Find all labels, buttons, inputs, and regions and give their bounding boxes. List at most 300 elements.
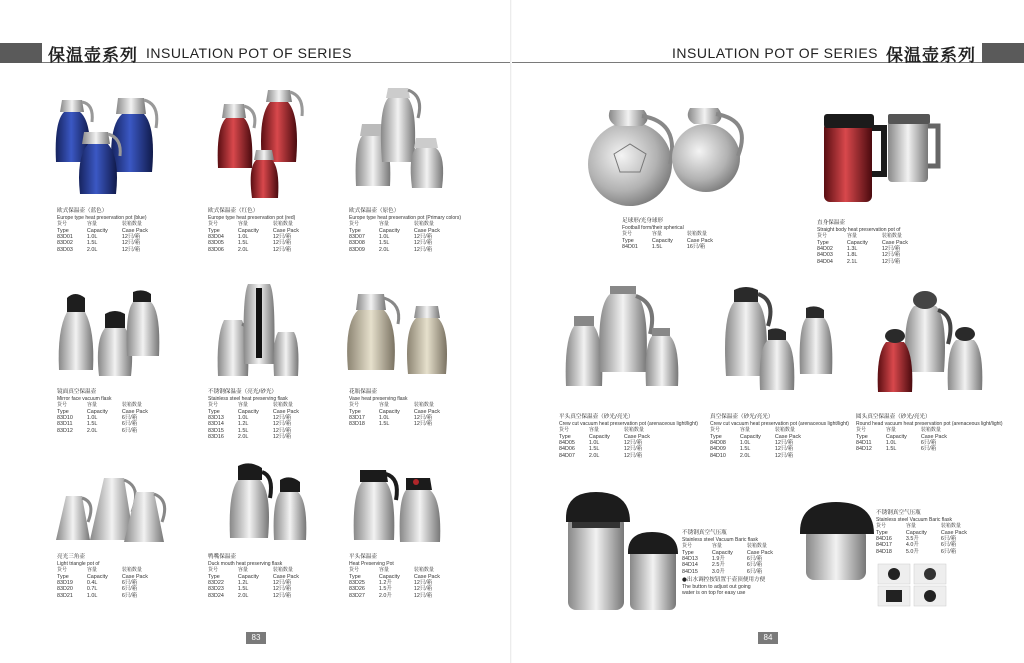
table-row bbox=[349, 247, 454, 253]
col-head-cn: 货号 bbox=[710, 427, 721, 434]
capacity: 5.0升 bbox=[905, 548, 919, 555]
capacity: 1.5L bbox=[739, 446, 751, 453]
catalog-page-right bbox=[512, 0, 1024, 663]
product-name-en: Round head vacuum heat preservation pot (arenaceous light/light) bbox=[856, 420, 1003, 427]
football-pot-photo bbox=[586, 98, 758, 210]
capacity: 2.0L bbox=[739, 452, 751, 459]
col-head-cn: 货号 bbox=[349, 221, 360, 228]
usage-note-cn: ●出水调控按钮置于壶顶便用方便 bbox=[682, 577, 766, 584]
case-pack: 6只/箱 bbox=[746, 562, 763, 569]
col-head-en: Case Pack bbox=[623, 433, 650, 440]
col-head-en: Type bbox=[856, 433, 868, 440]
table-row bbox=[682, 569, 787, 575]
col-head-en: Case Pack bbox=[121, 408, 148, 415]
case-pack: 6只/箱 bbox=[920, 446, 937, 453]
capacity: 3.0升 bbox=[711, 568, 725, 575]
capacity: 1.0L bbox=[378, 415, 390, 421]
col-head-en: Type bbox=[349, 573, 361, 580]
col-head-cn: 容量 bbox=[885, 427, 896, 434]
capacity: 1.5L bbox=[588, 446, 600, 453]
col-head-en: Type bbox=[817, 239, 829, 246]
item-code: 83D11 bbox=[57, 421, 73, 428]
col-head-cn: 容量 bbox=[651, 231, 662, 238]
capacity: 1.0L bbox=[86, 592, 98, 599]
item-code: 84D03 bbox=[817, 252, 833, 259]
case-pack: 12只/箱 bbox=[881, 252, 901, 259]
case-pack: 12只/箱 bbox=[121, 240, 141, 247]
col-head-cn: 容量 bbox=[237, 221, 248, 228]
item-code: 84D09 bbox=[710, 446, 726, 453]
case-pack: 16只/箱 bbox=[686, 244, 706, 250]
header-bar bbox=[0, 43, 42, 63]
product-name-en: Mirror face vacuum flask bbox=[57, 395, 112, 402]
capacity: 1.5L bbox=[237, 586, 249, 593]
triangle-pot-photo bbox=[52, 466, 172, 546]
product-name-cn: 直身保温壶 bbox=[817, 220, 845, 226]
item-code: 84D15 bbox=[682, 568, 698, 575]
col-head-cn: 装箱数量 bbox=[121, 567, 142, 574]
spec-table bbox=[208, 402, 313, 440]
col-head-en: Capacity bbox=[905, 529, 927, 536]
col-head-cn: 装箱数量 bbox=[686, 231, 707, 238]
capacity: 1.8L bbox=[846, 252, 858, 259]
item-code: 84D18 bbox=[876, 548, 892, 555]
col-head-en: Capacity bbox=[885, 433, 907, 440]
item-code: 83D09 bbox=[349, 246, 365, 253]
col-head-en: Type bbox=[710, 433, 722, 440]
case-pack: 12只/箱 bbox=[272, 586, 292, 593]
col-head-cn: 容量 bbox=[86, 567, 97, 574]
usage-note bbox=[682, 577, 787, 596]
case-pack: 12只/箱 bbox=[774, 446, 794, 453]
case-pack: 12只/箱 bbox=[413, 240, 433, 247]
product-name-en: Stainless steel heat preserving flask bbox=[208, 395, 288, 402]
page-title bbox=[48, 43, 352, 66]
case-pack: 12只/箱 bbox=[881, 258, 901, 265]
product-name-en: Vase heat preserving flask bbox=[349, 395, 408, 402]
case-pack: 12只/箱 bbox=[413, 586, 433, 593]
title-english: INSULATION POT OF SERIES bbox=[146, 45, 352, 61]
col-head-cn: 货号 bbox=[817, 233, 828, 240]
item-code: 83D23 bbox=[208, 586, 224, 593]
round-head-pot-photo bbox=[876, 288, 988, 392]
case-pack: 6只/箱 bbox=[920, 440, 937, 446]
col-head-en: Type bbox=[349, 227, 361, 234]
col-head-en: Type bbox=[682, 549, 694, 556]
col-head-cn: 货号 bbox=[57, 221, 68, 228]
capacity: 1.0L bbox=[378, 234, 390, 240]
product-name-en: Duck mouth heat preserving flask bbox=[208, 560, 283, 567]
product-name-cn: 欧式保温壶（原色） bbox=[349, 208, 400, 214]
col-head-en: Type bbox=[622, 237, 634, 244]
case-pack: 12只/箱 bbox=[413, 421, 433, 428]
item-code: 84D01 bbox=[622, 244, 638, 250]
case-pack: 12只/箱 bbox=[121, 234, 141, 240]
col-head-cn: 货号 bbox=[57, 402, 68, 409]
table-row bbox=[57, 428, 162, 434]
item-code: 83D22 bbox=[208, 580, 224, 586]
item-code: 83D21 bbox=[57, 592, 73, 599]
case-pack: 12只/箱 bbox=[272, 415, 292, 421]
col-head-en: Capacity bbox=[237, 227, 259, 234]
col-head-cn: 容量 bbox=[378, 402, 389, 409]
col-head-cn: 装箱数量 bbox=[121, 221, 142, 228]
col-head-cn: 容量 bbox=[237, 567, 248, 574]
case-pack: 6只/箱 bbox=[940, 542, 957, 549]
col-head-en: Capacity bbox=[378, 408, 400, 415]
case-pack: 12只/箱 bbox=[272, 234, 292, 240]
col-head-cn: 装箱数量 bbox=[881, 233, 902, 240]
col-head-en: Type bbox=[57, 408, 69, 415]
col-head-en: Type bbox=[349, 408, 361, 415]
crew-cut-pot-photo bbox=[562, 286, 688, 390]
item-code: 83D12 bbox=[57, 427, 73, 434]
spec-table bbox=[559, 427, 664, 459]
item-code: 83D04 bbox=[208, 234, 224, 240]
capacity: 1.0L bbox=[86, 415, 98, 421]
capacity: 1.5L bbox=[885, 446, 897, 453]
capacity: 1.0L bbox=[885, 440, 897, 446]
col-head-cn: 装箱数量 bbox=[272, 221, 293, 228]
case-pack: 6只/箱 bbox=[746, 568, 763, 575]
product-name-en: Europe type heat preservation pot (blue) bbox=[57, 214, 147, 221]
table-row bbox=[208, 247, 313, 253]
col-head-en: Case Pack bbox=[774, 433, 801, 440]
case-pack: 12只/箱 bbox=[623, 452, 643, 459]
col-head-en: Type bbox=[57, 573, 69, 580]
product-name-en: Europe type heat preservation pot (red) bbox=[208, 214, 296, 221]
case-pack: 12只/箱 bbox=[272, 240, 292, 247]
col-head-en: Case Pack bbox=[686, 237, 713, 244]
title-chinese: 保温壶系列 bbox=[886, 45, 976, 66]
col-head-en: Type bbox=[559, 433, 571, 440]
col-head-en: Capacity bbox=[86, 408, 108, 415]
col-head-cn: 装箱数量 bbox=[272, 402, 293, 409]
product-name-en: Football form/their spherical bbox=[622, 224, 684, 231]
capacity: 3.5升 bbox=[905, 536, 919, 542]
item-code: 84D12 bbox=[856, 446, 872, 453]
capacity: 2.0L bbox=[86, 246, 98, 253]
capacity: 1.0L bbox=[588, 440, 600, 446]
case-pack: 12只/箱 bbox=[272, 427, 292, 434]
capacity: 1.5L bbox=[378, 240, 390, 247]
case-pack: 12只/箱 bbox=[272, 246, 292, 253]
spec-table bbox=[622, 231, 727, 250]
product-name-cn: 花瓶保温壶 bbox=[349, 389, 377, 395]
col-head-en: Capacity bbox=[588, 433, 610, 440]
red-pot-photo bbox=[214, 88, 304, 200]
page-number: 83 bbox=[246, 632, 266, 644]
item-code: 84D14 bbox=[682, 562, 698, 569]
item-code: 83D18 bbox=[349, 421, 365, 428]
col-head-cn: 容量 bbox=[739, 427, 750, 434]
item-code: 83D13 bbox=[208, 415, 224, 421]
product-name-en: Crew cut vacuum heat preservation pot (arenaceous light/light) bbox=[710, 420, 849, 427]
case-pack: 12只/箱 bbox=[623, 440, 643, 446]
col-head-en: Capacity bbox=[237, 408, 259, 415]
col-head-cn: 货号 bbox=[208, 221, 219, 228]
col-head-en: Case Pack bbox=[920, 433, 947, 440]
capacity: 1.5L bbox=[237, 240, 249, 247]
col-head-en: Case Pack bbox=[413, 227, 440, 234]
item-code: 83D20 bbox=[57, 586, 73, 593]
spec-table bbox=[208, 221, 313, 253]
col-head-en: Case Pack bbox=[272, 408, 299, 415]
spec-table bbox=[208, 567, 313, 599]
item-code: 83D16 bbox=[208, 434, 224, 441]
capacity: 1.5L bbox=[651, 244, 663, 250]
table-row bbox=[349, 593, 454, 599]
capacity: 4.0升 bbox=[905, 542, 919, 549]
case-pack: 12只/箱 bbox=[881, 246, 901, 252]
capacity: 1.2升 bbox=[378, 580, 392, 586]
case-pack: 12只/箱 bbox=[413, 592, 433, 599]
product-name-cn: 平头真空保温壶（砂光/亮光） bbox=[559, 414, 634, 420]
stainless-flask-photo bbox=[214, 280, 304, 380]
case-pack: 6只/箱 bbox=[940, 548, 957, 555]
capacity: 1.0L bbox=[739, 440, 751, 446]
col-head-en: Type bbox=[57, 227, 69, 234]
item-code: 84D08 bbox=[710, 440, 726, 446]
case-pack: 6只/箱 bbox=[121, 421, 138, 428]
col-head-en: Case Pack bbox=[121, 573, 148, 580]
col-head-en: Capacity bbox=[86, 227, 108, 234]
col-head-cn: 货号 bbox=[559, 427, 570, 434]
item-code: 83D24 bbox=[208, 592, 224, 599]
product-name-cn: 亮光三角壶 bbox=[57, 554, 85, 560]
case-pack: 12只/箱 bbox=[272, 580, 292, 586]
case-pack: 12只/箱 bbox=[272, 592, 292, 599]
baric-flask-large-photo bbox=[792, 498, 882, 582]
item-code: 84D17 bbox=[876, 542, 892, 549]
blue-pot-photo bbox=[52, 92, 162, 197]
capacity: 1.9升 bbox=[711, 556, 725, 562]
product-name-cn: 镜面真空保温壶 bbox=[57, 389, 97, 395]
product-name-en: Stainless steel Vacuum Baric flask bbox=[682, 536, 759, 543]
product-name-en: Crew cut vacuum heat preservation pot (arenaceous light/light) bbox=[559, 420, 698, 427]
col-head-cn: 货号 bbox=[856, 427, 867, 434]
case-pack: 6只/箱 bbox=[121, 586, 138, 593]
item-code: 83D10 bbox=[57, 415, 73, 421]
table-row bbox=[57, 593, 162, 599]
product-name-cn: 圆头真空保温壶（砂光/亮光） bbox=[856, 414, 931, 420]
item-code: 83D27 bbox=[349, 592, 365, 599]
capacity: 1.5L bbox=[378, 421, 390, 428]
capacity: 2.0L bbox=[237, 592, 249, 599]
usage-note-en: water is on top for easy use bbox=[682, 590, 746, 597]
spec-table bbox=[57, 221, 162, 253]
item-code: 84D16 bbox=[876, 536, 892, 542]
item-code: 83D03 bbox=[57, 246, 73, 253]
header-bar bbox=[982, 43, 1024, 63]
spec-table bbox=[57, 402, 162, 434]
col-head-cn: 货号 bbox=[682, 543, 693, 550]
capacity: 1.0L bbox=[237, 415, 249, 421]
col-head-cn: 装箱数量 bbox=[920, 427, 941, 434]
table-row bbox=[710, 453, 815, 459]
case-pack: 12只/箱 bbox=[272, 434, 292, 441]
spec-table bbox=[349, 567, 454, 599]
case-pack: 12只/箱 bbox=[774, 452, 794, 459]
table-row bbox=[817, 259, 922, 265]
item-code: 83D02 bbox=[57, 240, 73, 247]
vase-flask-photo bbox=[344, 290, 454, 376]
item-code: 84D11 bbox=[856, 440, 872, 446]
steel-pot-photo bbox=[352, 86, 448, 198]
product-name-cn: 不锈钢真空气压瓶 bbox=[876, 510, 921, 516]
col-head-en: Type bbox=[876, 529, 888, 536]
col-head-cn: 货号 bbox=[876, 523, 887, 530]
col-head-en: Case Pack bbox=[121, 227, 148, 234]
col-head-en: Capacity bbox=[237, 573, 259, 580]
col-head-cn: 货号 bbox=[622, 231, 633, 238]
item-code: 84D13 bbox=[682, 556, 698, 562]
case-pack: 6只/箱 bbox=[940, 536, 957, 542]
product-name-en: Stainless steel Vacuum Baric flask bbox=[876, 516, 953, 523]
col-head-en: Capacity bbox=[86, 573, 108, 580]
item-code: 83D05 bbox=[208, 240, 224, 247]
item-code: 83D15 bbox=[208, 427, 224, 434]
col-head-en: Capacity bbox=[651, 237, 673, 244]
spec-table bbox=[817, 233, 922, 265]
col-head-cn: 货号 bbox=[349, 567, 360, 574]
capacity: 2.0L bbox=[237, 246, 249, 253]
capacity: 1.5L bbox=[86, 240, 98, 247]
col-head-cn: 装箱数量 bbox=[623, 427, 644, 434]
usage-note-en: The button to adjust out going bbox=[682, 583, 751, 590]
col-head-cn: 货号 bbox=[349, 402, 360, 409]
straight-body-pot-photo bbox=[814, 108, 944, 204]
table-row bbox=[57, 247, 162, 253]
item-code: 83D26 bbox=[349, 586, 365, 593]
spec-table bbox=[682, 543, 787, 575]
product-name-cn: 真空保温壶（砂光/亮光） bbox=[710, 414, 774, 420]
item-code: 84D10 bbox=[710, 452, 726, 459]
duck-mouth-flask-photo bbox=[226, 462, 310, 542]
col-head-cn: 容量 bbox=[378, 221, 389, 228]
col-head-en: Capacity bbox=[739, 433, 761, 440]
capacity: 1.5L bbox=[86, 421, 98, 428]
col-head-cn: 货号 bbox=[208, 402, 219, 409]
product-name-cn: 欧式保温壶（红色） bbox=[208, 208, 259, 214]
capacity: 0.4L bbox=[86, 580, 98, 586]
capacity: 1.0L bbox=[237, 234, 249, 240]
table-row bbox=[208, 593, 313, 599]
col-head-en: Case Pack bbox=[413, 573, 440, 580]
capacity: 2.0L bbox=[86, 427, 98, 434]
product-name-en: Straight body heat preservation pot of bbox=[817, 226, 901, 233]
col-head-cn: 装箱数量 bbox=[774, 427, 795, 434]
capacity: 1.2L bbox=[237, 421, 249, 428]
page-title bbox=[672, 43, 976, 66]
col-head-en: Type bbox=[208, 227, 220, 234]
title-english: INSULATION POT OF SERIES bbox=[672, 45, 878, 61]
case-pack: 6只/箱 bbox=[121, 592, 138, 599]
col-head-cn: 装箱数量 bbox=[940, 523, 961, 530]
capacity: 1.5升 bbox=[378, 586, 392, 593]
case-pack: 12只/箱 bbox=[413, 580, 433, 586]
product-name-cn: 鸭嘴保温壶 bbox=[208, 554, 236, 560]
case-pack: 6只/箱 bbox=[121, 415, 138, 421]
capacity: 1.2L bbox=[237, 580, 249, 586]
col-head-cn: 装箱数量 bbox=[746, 543, 767, 550]
col-head-cn: 容量 bbox=[237, 402, 248, 409]
mirror-flask-photo bbox=[55, 290, 165, 380]
item-code: 83D17 bbox=[349, 415, 365, 421]
case-pack: 12只/箱 bbox=[774, 440, 794, 446]
col-head-cn: 容量 bbox=[86, 221, 97, 228]
col-head-cn: 装箱数量 bbox=[413, 402, 434, 409]
product-name-cn: 足球形/光身球形 bbox=[622, 218, 664, 224]
capacity: 2.1L bbox=[846, 258, 858, 265]
item-code: 84D07 bbox=[559, 452, 575, 459]
col-head-en: Capacity bbox=[711, 549, 733, 556]
product-name-cn: 不锈钢真空气压瓶 bbox=[682, 530, 727, 536]
case-pack: 6只/箱 bbox=[121, 580, 138, 586]
spec-table bbox=[349, 402, 454, 428]
table-row bbox=[559, 453, 664, 459]
item-code: 84D04 bbox=[817, 258, 833, 265]
title-chinese: 保温壶系列 bbox=[48, 45, 138, 66]
capacity: 2.0L bbox=[237, 434, 249, 441]
capacity: 1.3L bbox=[846, 246, 858, 252]
col-head-cn: 装箱数量 bbox=[121, 402, 142, 409]
col-head-cn: 容量 bbox=[711, 543, 722, 550]
col-head-en: Case Pack bbox=[413, 408, 440, 415]
spec-table bbox=[710, 427, 815, 459]
item-code: 83D14 bbox=[208, 421, 224, 428]
item-code: 83D06 bbox=[208, 246, 224, 253]
capacity: 2.5升 bbox=[711, 562, 725, 569]
flat-head-pot-photo bbox=[350, 464, 446, 544]
product-name-cn: 欧式保温壶（蓝色） bbox=[57, 208, 108, 214]
col-head-en: Case Pack bbox=[746, 549, 773, 556]
col-head-en: Case Pack bbox=[272, 227, 299, 234]
item-code: 83D01 bbox=[57, 234, 73, 240]
col-head-cn: 货号 bbox=[57, 567, 68, 574]
col-head-cn: 装箱数量 bbox=[413, 567, 434, 574]
item-code: 84D06 bbox=[559, 446, 575, 453]
spec-table bbox=[57, 567, 162, 599]
capacity: 2.0L bbox=[378, 246, 390, 253]
col-head-en: Type bbox=[208, 408, 220, 415]
col-head-cn: 容量 bbox=[846, 233, 857, 240]
col-head-cn: 容量 bbox=[588, 427, 599, 434]
item-code: 83D07 bbox=[349, 234, 365, 240]
case-pack: 12只/箱 bbox=[413, 415, 433, 421]
col-head-en: Type bbox=[208, 573, 220, 580]
col-head-en: Capacity bbox=[846, 239, 868, 246]
table-row bbox=[349, 421, 454, 427]
item-code: 84D05 bbox=[559, 440, 575, 446]
capacity: 1.5L bbox=[237, 427, 249, 434]
vacuum-pot-photo bbox=[722, 286, 838, 390]
page-number: 84 bbox=[758, 632, 778, 644]
col-head-cn: 货号 bbox=[208, 567, 219, 574]
product-name-cn: 不锈钢保温壶（亮光/砂光） bbox=[208, 389, 278, 395]
capacity: 2.0L bbox=[588, 452, 600, 459]
detail-thumbnails bbox=[876, 562, 950, 608]
product-name-en: Light triangle pot of bbox=[57, 560, 100, 567]
spec-table bbox=[349, 221, 454, 253]
col-head-cn: 装箱数量 bbox=[413, 221, 434, 228]
table-row bbox=[856, 446, 961, 452]
case-pack: 12只/箱 bbox=[121, 246, 141, 253]
case-pack: 12只/箱 bbox=[272, 421, 292, 428]
product-name-cn: 平头保温壶 bbox=[349, 554, 377, 560]
col-head-cn: 容量 bbox=[905, 523, 916, 530]
col-head-cn: 装箱数量 bbox=[272, 567, 293, 574]
